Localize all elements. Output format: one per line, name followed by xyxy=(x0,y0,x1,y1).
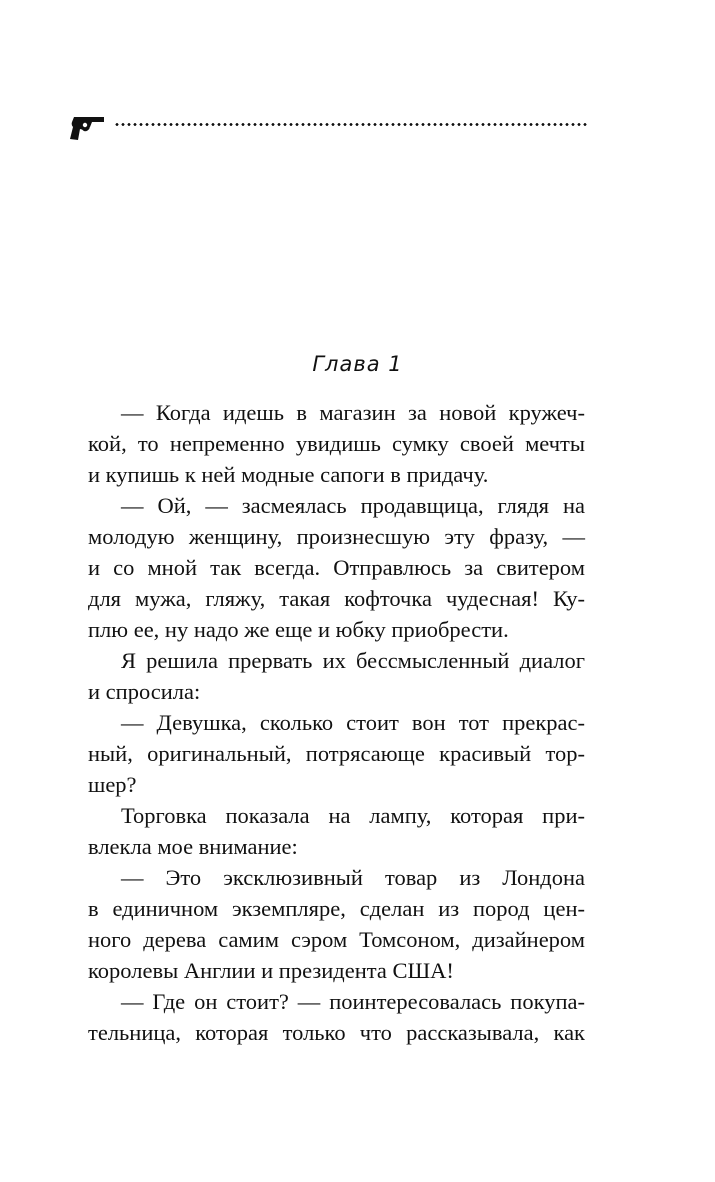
text-line: в единичном экземпляре, сделан из пород цен- xyxy=(88,896,585,921)
text-line: и купишь к ней модные сапоги в придачу. xyxy=(88,462,489,487)
text-line: — Где он стоит? — поинтересовалась покупа- xyxy=(121,989,585,1014)
text-line: влекла мое внимание: xyxy=(88,834,298,859)
text-line: плю ее, ну надо же еще и юбку приобрести. xyxy=(88,617,509,642)
text-line: шер? xyxy=(88,772,137,797)
text-line: Торговка показала на лампу, которая при- xyxy=(121,803,585,828)
text-line: — Это эксклюзивный товар из Лондона xyxy=(121,865,585,890)
text-line: молодую женщину, произнесшую эту фразу, — xyxy=(88,524,585,549)
text-line: и со мной так всегда. Отправлюсь за свитером xyxy=(88,555,585,580)
text-line: — Ой, — засмеялась продавщица, глядя на xyxy=(121,493,585,518)
text-line: Я решила прервать их бессмысленный диалог xyxy=(121,648,585,673)
chapter-body xyxy=(88,397,585,1048)
text-line: кой, то непременно увидишь сумку своей мечты xyxy=(88,431,585,456)
chapter-header-ornament xyxy=(68,112,588,142)
dotted-rule xyxy=(114,123,588,126)
revolver-icon xyxy=(68,112,106,142)
text-line: и спросила: xyxy=(88,679,201,704)
text-line: ного дерева самим сэром Томсоном, дизайнером xyxy=(88,927,585,952)
text-line: тельница, которая только что рассказывала, как xyxy=(88,1020,585,1045)
text-line: — Девушка, сколько стоит вон тот прекрас- xyxy=(121,710,585,735)
chapter-title: Глава 1 xyxy=(312,352,403,376)
text-line: для мужа, гляжу, такая кофточка чудесная! Ку- xyxy=(88,586,585,611)
text-line: — Когда идешь в магазин за новой кружеч- xyxy=(121,400,585,425)
text-line: ный, оригинальный, потрясающе красивый тор- xyxy=(88,741,585,766)
text-line: королевы Англии и президента США! xyxy=(88,958,454,983)
